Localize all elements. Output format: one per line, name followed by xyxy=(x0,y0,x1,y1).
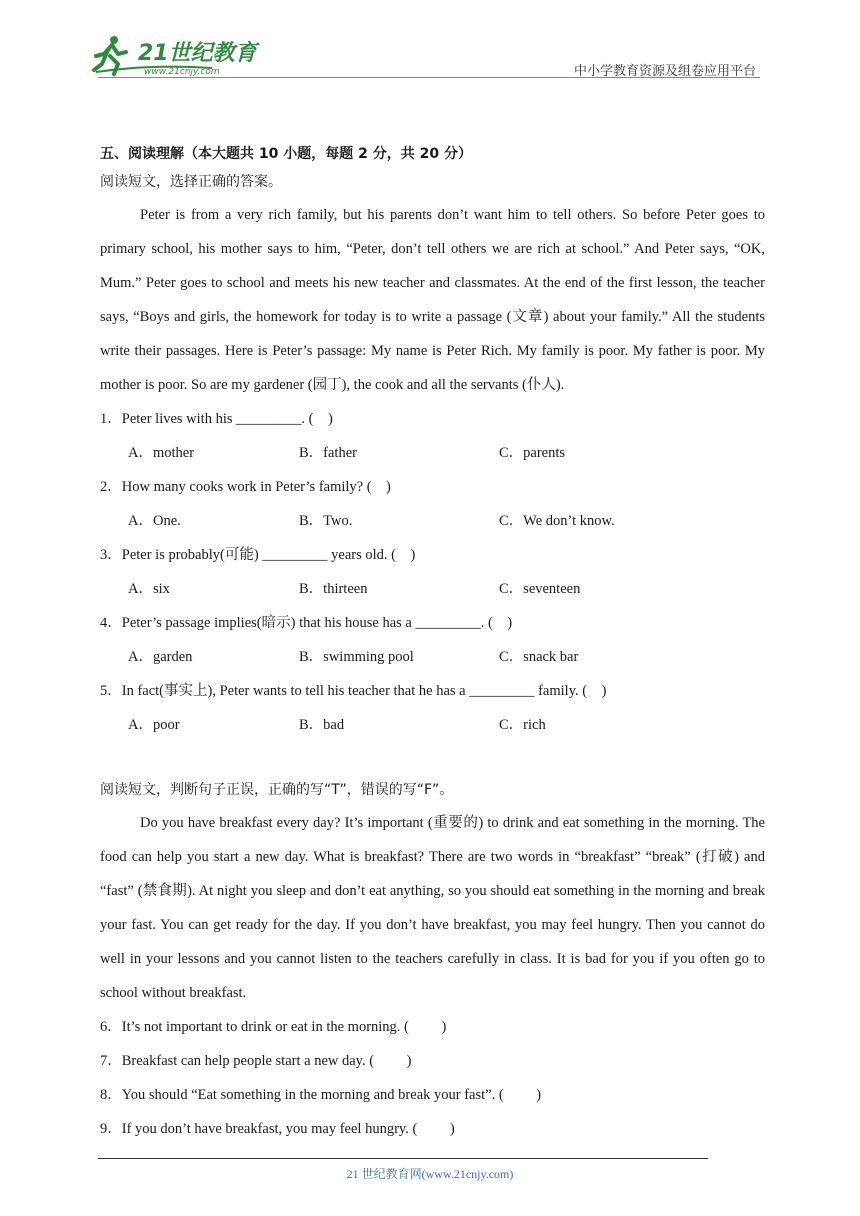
spacer xyxy=(100,742,765,776)
svg-text:21世纪教育: 21世纪教育 xyxy=(138,41,257,66)
tf-question: 8．You should “Eat something in the morning and break your fast”. ( ) xyxy=(100,1087,542,1103)
option-b: B．bad xyxy=(299,717,345,733)
section-title: 五、阅读理解（本大题共 10 小题，每题 2 分，共 20 分） xyxy=(100,146,472,162)
footer-divider xyxy=(98,1158,708,1159)
instruction-choice: 阅读短文，选择正确的答案。 xyxy=(100,174,282,190)
passage-breakfast: Do you have breakfast every day? It’s important (重要的) to drink and eat something in the morning. The food can help you start a new day. What is breakfast? There are two words in “breakfast” “break” (打破) and “fast” (禁食期). At night you sleep and don’t eat anything, so you should eat something in the morning and break your fast. You can get ready for the day. If you don’t have breakfast, you may feel hungry. Then you cannot do well in your lessons and you cannot listen to the teachers carefully in class. It is bad for you if you often go to school without breakfast. xyxy=(100,815,765,1001)
passage-peter: Peter is from a very rich family, but his parents don’t want him to tell others. So before Peter goes to primary school, his mother says to him, “Peter, don’t tell others we are rich at school.” And Peter says, “OK, Mum.” Peter goes to school and meets his new teacher and classmates. At the end of the first lesson, the teacher says, “Boys and girls, the homework for today is to write a passage (文章) about your family.” All the students write their passages. Here is Peter’s passage: My name is Peter Rich. My family is poor. My father is poor. My mother is poor. So are my gardener (园丁), the cook and all the servants (仆人). xyxy=(100,207,765,393)
option-a: A．mother xyxy=(128,445,195,461)
option-a: A．One. xyxy=(128,513,181,529)
mc-question xyxy=(100,470,765,538)
question-text: 3．Peter is probably(可能) _________ years old. ( ) xyxy=(100,547,416,563)
mc-question xyxy=(100,606,765,674)
option-a: A．six xyxy=(128,581,170,597)
option-c: C．seventeen xyxy=(499,581,581,597)
options-row xyxy=(100,572,765,606)
tf-question: 9．If you don’t have breakfast, you may feel hungry. ( ) xyxy=(100,1121,455,1137)
question-text: 2．How many cooks work in Peter’s family? ( ) xyxy=(100,479,391,495)
option-c: C．We don’t know. xyxy=(499,513,615,529)
site-logo xyxy=(92,34,262,76)
question-text: 4．Peter’s passage implies(暗示) that his house has a _________. ( ) xyxy=(100,615,513,631)
option-c: C．rich xyxy=(499,717,546,733)
option-a: A．poor xyxy=(128,717,180,733)
option-b: B．swimming pool xyxy=(299,649,414,665)
mc-question xyxy=(100,538,765,606)
option-b: B．Two. xyxy=(299,513,353,529)
options-row xyxy=(100,504,765,538)
options-row xyxy=(100,640,765,674)
option-b: B．father xyxy=(299,445,357,461)
options-row xyxy=(100,708,765,742)
header-divider xyxy=(98,77,760,78)
mc-question xyxy=(100,674,765,742)
mc-question xyxy=(100,402,765,470)
platform-name: 中小学教育资源及组卷应用平台 xyxy=(573,64,756,79)
option-b: B．thirteen xyxy=(299,581,368,597)
tf-question: 6．It’s not important to drink or eat in the morning. ( ) xyxy=(100,1019,447,1035)
option-c: C．parents xyxy=(499,445,566,461)
page-header xyxy=(0,0,860,80)
question-text: 5．In fact(事实上), Peter wants to tell his teacher that he has a _________ family. ( ) xyxy=(100,683,607,699)
option-c: C．snack bar xyxy=(499,649,579,665)
option-a: A．garden xyxy=(128,649,193,665)
footer-link[interactable]: 21 世纪教育网(www.21cnjy.com) xyxy=(346,1167,514,1181)
reading-section xyxy=(100,140,765,1146)
tf-question: 7．Breakfast can help people start a new day. ( ) xyxy=(100,1053,412,1069)
svg-text:www.21cnjy.com: www.21cnjy.com xyxy=(144,67,220,76)
question-text: 1．Peter lives with his _________. ( ) xyxy=(100,411,333,427)
options-row xyxy=(100,436,765,470)
instruction-true-false: 阅读短文，判断句子正误，正确的写“T”，错误的写“F”。 xyxy=(100,782,454,798)
